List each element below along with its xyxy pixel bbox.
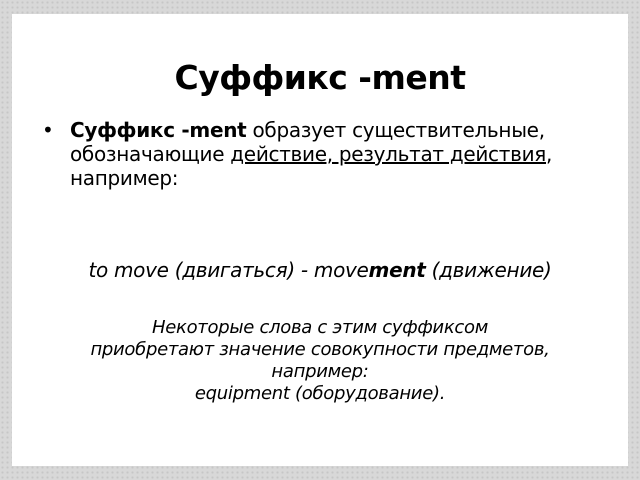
example-postfix: (движение) [425,258,552,282]
bullet-text-before: образует существительные, обозначающие [70,118,545,166]
bullet-text [70,118,602,190]
bullet-item [42,118,602,190]
slide-title: Суффикс -ment [174,58,466,97]
slide [12,14,628,466]
note-line-1: Некоторые слова с этим суффиксом [152,317,488,338]
example-suffix-bold: ment [368,258,426,282]
example-line [12,258,628,282]
bullet-text-after: , например: [70,142,553,190]
bullet-term: Суффикс -ment [70,118,247,142]
note-paragraph [12,317,628,405]
note-line-2: приобретают значение совокупности предметов, [90,339,550,360]
bullet-marker: • [42,118,54,142]
bullet-underlined-text: действие, результат действия [230,142,547,166]
note-line-4: equipment (оборудование). [194,383,446,404]
note-line-3: например: [271,361,369,382]
example-prefix: to move (двигаться) - move [88,258,369,282]
